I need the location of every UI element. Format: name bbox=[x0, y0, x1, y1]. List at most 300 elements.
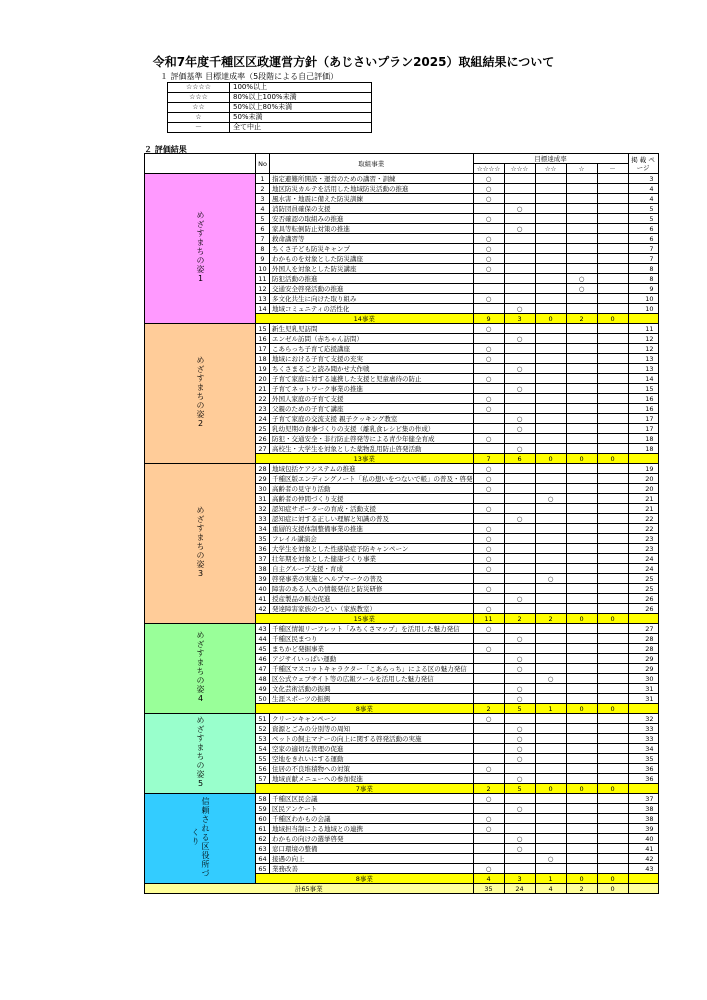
rating-cell bbox=[535, 194, 566, 204]
achievement-mark: ○ bbox=[516, 664, 523, 673]
rating-cell bbox=[597, 724, 628, 734]
row-item: 子育て家庭に対する連携した支援と児童虐待の防止 bbox=[270, 374, 474, 384]
row-page: 31 bbox=[628, 694, 658, 704]
achievement-mark: ○ bbox=[547, 674, 554, 683]
row-no: 48 bbox=[256, 674, 270, 684]
row-page: 6 bbox=[628, 234, 658, 244]
no-header: No bbox=[256, 154, 270, 174]
rating-cell bbox=[566, 484, 597, 494]
row-page: 5 bbox=[628, 204, 658, 214]
row-item: 千種区マスコットキャラクター「こあらっち」による区の魅力発信 bbox=[270, 664, 474, 674]
row-no: 32 bbox=[256, 504, 270, 514]
row-no: 41 bbox=[256, 594, 270, 604]
criteria-row bbox=[168, 103, 372, 113]
rating-cell bbox=[504, 304, 535, 314]
rating-cell bbox=[473, 174, 504, 184]
rating-cell bbox=[535, 324, 566, 334]
achievement-mark: ○ bbox=[485, 374, 492, 383]
rating-cell bbox=[535, 654, 566, 664]
row-no: 29 bbox=[256, 474, 270, 484]
rating-cell bbox=[535, 434, 566, 444]
grand-total-count: 4 bbox=[535, 884, 566, 894]
rating-cell bbox=[535, 284, 566, 294]
rating-cell bbox=[535, 244, 566, 254]
subtotal-count: 0 bbox=[597, 614, 628, 624]
row-page: 26 bbox=[628, 604, 658, 614]
achievement-mark: ○ bbox=[485, 564, 492, 573]
rating-cell bbox=[504, 844, 535, 854]
subtotal-count: 7 bbox=[473, 454, 504, 464]
rating-cell bbox=[504, 264, 535, 274]
row-no: 16 bbox=[256, 334, 270, 344]
rating-cell bbox=[473, 404, 504, 414]
row-no: 17 bbox=[256, 344, 270, 354]
row-no: 19 bbox=[256, 364, 270, 374]
rating-cell bbox=[597, 234, 628, 244]
achievement-mark: ○ bbox=[516, 774, 523, 783]
row-no: 46 bbox=[256, 654, 270, 664]
row-no: 63 bbox=[256, 844, 270, 854]
achievement-mark: ○ bbox=[485, 434, 492, 443]
row-no: 2 bbox=[256, 184, 270, 194]
rating-header: － bbox=[597, 164, 628, 174]
rating-cell bbox=[597, 744, 628, 754]
rating-cell bbox=[597, 814, 628, 824]
rating-cell bbox=[535, 224, 566, 234]
rating-cell bbox=[597, 204, 628, 214]
rating-cell bbox=[535, 334, 566, 344]
rating-cell bbox=[535, 754, 566, 764]
row-page: 42 bbox=[628, 854, 658, 864]
achievement-mark: ○ bbox=[578, 284, 585, 293]
row-page: 27 bbox=[628, 624, 658, 634]
rating-cell bbox=[597, 324, 628, 334]
rating-cell bbox=[566, 524, 597, 534]
subtotal-count: 0 bbox=[597, 874, 628, 884]
rating-cell bbox=[535, 424, 566, 434]
row-item: 空地をきれいにする運動 bbox=[270, 754, 474, 764]
rating-cell bbox=[566, 174, 597, 184]
row-page: 33 bbox=[628, 724, 658, 734]
rating-cell bbox=[535, 394, 566, 404]
rating-cell bbox=[504, 184, 535, 194]
rating-cell bbox=[597, 774, 628, 784]
subtotal-count: 0 bbox=[535, 454, 566, 464]
subtotal-count: 1 bbox=[535, 704, 566, 714]
rating-cell bbox=[535, 304, 566, 314]
rating-cell bbox=[473, 854, 504, 864]
achievement-mark: ○ bbox=[485, 184, 492, 193]
rating-cell bbox=[473, 694, 504, 704]
rating-cell bbox=[473, 554, 504, 564]
rating-cell bbox=[504, 724, 535, 734]
row-page: 38 bbox=[628, 814, 658, 824]
rating-cell bbox=[535, 574, 566, 584]
rating-cell bbox=[473, 254, 504, 264]
achievement-mark: ○ bbox=[516, 384, 523, 393]
rating-cell bbox=[504, 684, 535, 694]
rating-cell bbox=[473, 364, 504, 374]
grand-total-label: 計65事業 bbox=[145, 884, 474, 894]
subtotal-label: 14事業 bbox=[256, 314, 474, 324]
rating-cell bbox=[504, 804, 535, 814]
rating-cell bbox=[504, 854, 535, 864]
rating-cell bbox=[473, 814, 504, 824]
row-page: 7 bbox=[628, 254, 658, 264]
row-item: 地域コミュニティの活性化 bbox=[270, 304, 474, 314]
rating-cell bbox=[535, 554, 566, 564]
rating-cell bbox=[504, 674, 535, 684]
subtotal-count: 3 bbox=[504, 314, 535, 324]
row-no: 9 bbox=[256, 254, 270, 264]
row-page: 13 bbox=[628, 364, 658, 374]
rating-cell bbox=[535, 524, 566, 534]
rating-cell bbox=[597, 844, 628, 854]
rating-cell bbox=[535, 834, 566, 844]
rating-cell bbox=[597, 284, 628, 294]
grand-total-count: 2 bbox=[566, 884, 597, 894]
rating-cell bbox=[597, 184, 628, 194]
row-item: 認知症サポーターの育成・活動支援 bbox=[270, 504, 474, 514]
achievement-mark: ○ bbox=[485, 524, 492, 533]
achievement-mark: ○ bbox=[485, 394, 492, 403]
rating-cell bbox=[566, 554, 597, 564]
row-item: 障害のある人への情報発信と防災研修 bbox=[270, 584, 474, 594]
rating-cell bbox=[473, 864, 504, 874]
rating-cell bbox=[535, 844, 566, 854]
row-item: 地域担当制による地域との連携 bbox=[270, 824, 474, 834]
subtotal-count: 9 bbox=[473, 314, 504, 324]
section-label bbox=[145, 714, 256, 794]
criteria-text: 50%以上80%未満 bbox=[230, 103, 372, 113]
row-item: 父親のための子育て講座 bbox=[270, 404, 474, 414]
rating-cell bbox=[473, 434, 504, 444]
achievement-mark: ○ bbox=[485, 324, 492, 333]
rating-cell bbox=[566, 514, 597, 524]
row-item: フレイル講演会 bbox=[270, 534, 474, 544]
rating-cell bbox=[597, 414, 628, 424]
rating-cell bbox=[504, 234, 535, 244]
rating-cell bbox=[535, 604, 566, 614]
table-row bbox=[145, 714, 659, 724]
rating-cell bbox=[535, 514, 566, 524]
rating-cell bbox=[504, 254, 535, 264]
achievement-mark: ○ bbox=[485, 404, 492, 413]
subtotal-page bbox=[628, 614, 658, 624]
rating-cell bbox=[566, 574, 597, 584]
subtotal-count: 0 bbox=[597, 454, 628, 464]
row-no: 38 bbox=[256, 564, 270, 574]
rating-cell bbox=[473, 734, 504, 744]
achievement-mark: ○ bbox=[516, 204, 523, 213]
rating-cell bbox=[504, 734, 535, 744]
row-no: 37 bbox=[256, 554, 270, 564]
rating-cell bbox=[597, 834, 628, 844]
rating-cell bbox=[504, 354, 535, 364]
rating-cell bbox=[504, 344, 535, 354]
row-page: 5 bbox=[628, 214, 658, 224]
criteria-row bbox=[168, 93, 372, 103]
achievement-mark: ○ bbox=[485, 234, 492, 243]
achievement-mark: ○ bbox=[516, 634, 523, 643]
item-header: 取組事業 bbox=[270, 154, 474, 174]
achievement-mark: ○ bbox=[485, 764, 492, 773]
row-item: 防犯活動の推進 bbox=[270, 274, 474, 284]
subtotal-count: 0 bbox=[566, 784, 597, 794]
rating-cell bbox=[473, 714, 504, 724]
rating-cell bbox=[504, 384, 535, 394]
grand-total-page bbox=[628, 884, 658, 894]
row-no: 18 bbox=[256, 354, 270, 364]
achievement-mark: ○ bbox=[516, 654, 523, 663]
row-no: 27 bbox=[256, 444, 270, 454]
row-item: クリーンキャンペーン bbox=[270, 714, 474, 724]
subtotal-count: 5 bbox=[504, 704, 535, 714]
rating-cell bbox=[566, 384, 597, 394]
subtotal-count: 2 bbox=[473, 784, 504, 794]
criteria-row bbox=[168, 123, 372, 133]
rating-cell bbox=[473, 484, 504, 494]
subtotal-count: 4 bbox=[473, 874, 504, 884]
rating-cell bbox=[535, 444, 566, 454]
row-item: 消防団員確保の支援 bbox=[270, 204, 474, 214]
achievement-mark: ○ bbox=[485, 554, 492, 563]
rating-cell bbox=[535, 744, 566, 754]
rating-cell bbox=[597, 494, 628, 504]
row-item: ちくさ子ども防災キャンプ bbox=[270, 244, 474, 254]
rating-cell bbox=[473, 724, 504, 734]
rating-cell bbox=[504, 814, 535, 824]
rating-cell bbox=[535, 734, 566, 744]
rating-cell bbox=[597, 174, 628, 184]
rating-cell bbox=[566, 324, 597, 334]
rating-cell bbox=[597, 404, 628, 414]
rating-cell bbox=[597, 564, 628, 574]
rating-cell bbox=[504, 754, 535, 764]
rating-cell bbox=[597, 734, 628, 744]
grand-total-count: 0 bbox=[597, 884, 628, 894]
rating-cell bbox=[597, 374, 628, 384]
row-item: 壮年期を対象とした健康づくり事業 bbox=[270, 554, 474, 564]
row-item: 住居の不良堆積物への対策 bbox=[270, 764, 474, 774]
rating-cell bbox=[504, 714, 535, 724]
row-no: 12 bbox=[256, 284, 270, 294]
rating-cell bbox=[504, 824, 535, 834]
rating-cell bbox=[535, 504, 566, 514]
rating-cell bbox=[473, 494, 504, 504]
rating-cell bbox=[597, 354, 628, 364]
row-item: 自主グループ支援・育成 bbox=[270, 564, 474, 574]
rating-cell bbox=[504, 334, 535, 344]
rating-cell bbox=[504, 374, 535, 384]
rating-cell bbox=[535, 274, 566, 284]
row-no: 57 bbox=[256, 774, 270, 784]
rating-cell bbox=[597, 864, 628, 874]
table-row bbox=[145, 324, 659, 334]
rating-cell bbox=[566, 354, 597, 364]
rating-cell bbox=[504, 514, 535, 524]
rating-cell bbox=[473, 524, 504, 534]
rating-cell bbox=[566, 344, 597, 354]
criteria-text: 80%以上100%未満 bbox=[230, 93, 372, 103]
rating-cell bbox=[473, 224, 504, 234]
row-page: 9 bbox=[628, 284, 658, 294]
row-item: ペットの飼主マナーの向上に関する啓発活動の実施 bbox=[270, 734, 474, 744]
criteria-row bbox=[168, 113, 372, 123]
row-page: 15 bbox=[628, 384, 658, 394]
rating-cell bbox=[597, 534, 628, 544]
achievement-mark: ○ bbox=[516, 744, 523, 753]
row-no: 14 bbox=[256, 304, 270, 314]
rating-cell bbox=[597, 254, 628, 264]
subtotal-label: 8事業 bbox=[256, 874, 474, 884]
row-no: 10 bbox=[256, 264, 270, 274]
row-item: 大学生を対象とした性感染症予防キャンペーン bbox=[270, 544, 474, 554]
rating-cell bbox=[597, 684, 628, 694]
row-page: 22 bbox=[628, 514, 658, 524]
rating-cell bbox=[535, 534, 566, 544]
rating-cell bbox=[535, 494, 566, 504]
subtotal-count: 1 bbox=[535, 874, 566, 884]
results-table bbox=[144, 153, 659, 894]
rating-cell bbox=[473, 514, 504, 524]
row-page: 4 bbox=[628, 184, 658, 194]
rating-cell bbox=[535, 804, 566, 814]
rating-cell bbox=[504, 764, 535, 774]
row-no: 55 bbox=[256, 754, 270, 764]
row-no: 53 bbox=[256, 734, 270, 744]
rating-cell bbox=[504, 584, 535, 594]
rating-cell bbox=[566, 764, 597, 774]
criteria-text: 100%以上 bbox=[230, 83, 372, 93]
achievement-mark: ○ bbox=[516, 804, 523, 813]
rating-cell bbox=[597, 544, 628, 554]
row-no: 25 bbox=[256, 424, 270, 434]
row-no: 3 bbox=[256, 194, 270, 204]
row-page: 8 bbox=[628, 264, 658, 274]
row-page: 31 bbox=[628, 684, 658, 694]
row-item: 業務改善 bbox=[270, 864, 474, 874]
rating-cell bbox=[535, 354, 566, 364]
rating-cell bbox=[535, 824, 566, 834]
row-page: 10 bbox=[628, 294, 658, 304]
rating-cell bbox=[597, 624, 628, 634]
rating-cell bbox=[504, 574, 535, 584]
rating-cell bbox=[566, 824, 597, 834]
row-item: エンゼル訪問（赤ちゃん訪問） bbox=[270, 334, 474, 344]
rating-cell bbox=[473, 304, 504, 314]
row-page: 29 bbox=[628, 654, 658, 664]
row-no: 45 bbox=[256, 644, 270, 654]
rating-header: ☆☆☆ bbox=[504, 164, 535, 174]
rating-cell bbox=[473, 424, 504, 434]
row-page: 11 bbox=[628, 324, 658, 334]
criteria-text: 全て中止 bbox=[230, 123, 372, 133]
rating-cell bbox=[597, 524, 628, 534]
rating-cell bbox=[535, 764, 566, 774]
achievement-mark: ○ bbox=[516, 844, 523, 853]
rating-cell bbox=[566, 374, 597, 384]
rating-cell bbox=[473, 664, 504, 674]
rating-cell bbox=[473, 324, 504, 334]
rating-cell bbox=[597, 794, 628, 804]
achievement-mark: ○ bbox=[516, 514, 523, 523]
rating-cell bbox=[473, 794, 504, 804]
rating-cell bbox=[566, 224, 597, 234]
rating-cell bbox=[566, 194, 597, 204]
rating-cell bbox=[566, 274, 597, 284]
row-item: 啓発事業の実施とヘルプマークの普及 bbox=[270, 574, 474, 584]
rating-cell bbox=[566, 594, 597, 604]
table-row bbox=[145, 174, 659, 184]
row-no: 52 bbox=[256, 724, 270, 734]
rating-cell bbox=[473, 644, 504, 654]
rating-cell bbox=[535, 594, 566, 604]
row-item: 区民アンケート bbox=[270, 804, 474, 814]
rating-cell bbox=[504, 284, 535, 294]
rating-cell bbox=[504, 594, 535, 604]
row-item: アジサイいっぱい運動 bbox=[270, 654, 474, 664]
rating-cell bbox=[504, 644, 535, 654]
subtotal-count: 3 bbox=[504, 874, 535, 884]
rating-cell bbox=[535, 414, 566, 424]
rating-cell bbox=[504, 774, 535, 784]
rating-cell bbox=[597, 334, 628, 344]
criteria-symbol: ☆☆☆ bbox=[168, 93, 230, 103]
row-page: 16 bbox=[628, 394, 658, 404]
rating-cell bbox=[597, 594, 628, 604]
rating-cell bbox=[504, 244, 535, 254]
rating-cell bbox=[504, 174, 535, 184]
rating-cell bbox=[535, 674, 566, 684]
rating-cell bbox=[504, 274, 535, 284]
rating-cell bbox=[566, 584, 597, 594]
row-page: 36 bbox=[628, 774, 658, 784]
rating-cell bbox=[535, 404, 566, 414]
row-page: 20 bbox=[628, 474, 658, 484]
rating-cell bbox=[504, 654, 535, 664]
achievement-mark: ○ bbox=[516, 334, 523, 343]
rating-cell bbox=[473, 374, 504, 384]
rating-cell bbox=[473, 384, 504, 394]
row-no: 21 bbox=[256, 384, 270, 394]
rating-cell bbox=[597, 634, 628, 644]
subtotal-label: 8事業 bbox=[256, 704, 474, 714]
section-label-text: めざすまちの姿5 bbox=[196, 715, 205, 789]
subtotal-count: 11 bbox=[473, 614, 504, 624]
rating-cell bbox=[597, 644, 628, 654]
rating-cell bbox=[535, 214, 566, 224]
row-no: 51 bbox=[256, 714, 270, 724]
achievement-mark: ○ bbox=[516, 754, 523, 763]
row-page: 34 bbox=[628, 744, 658, 754]
row-item: 指定避難所開設・運営のための講習・訓練 bbox=[270, 174, 474, 184]
rating-cell bbox=[473, 804, 504, 814]
row-no: 40 bbox=[256, 584, 270, 594]
row-page: 28 bbox=[628, 634, 658, 644]
rating-cell bbox=[504, 194, 535, 204]
section-label-text: めざすまちの姿2 bbox=[196, 355, 205, 429]
row-item: 区公式ウェブサイト等の広報ツールを活用した魅力発信 bbox=[270, 674, 474, 684]
rating-cell bbox=[597, 504, 628, 514]
subtotal-label: 7事業 bbox=[256, 784, 474, 794]
row-page: 25 bbox=[628, 584, 658, 594]
row-page: 39 bbox=[628, 824, 658, 834]
achievement-mark: ○ bbox=[485, 864, 492, 873]
achievement-mark: ○ bbox=[485, 264, 492, 273]
rating-cell bbox=[566, 744, 597, 754]
row-page: 28 bbox=[628, 644, 658, 654]
